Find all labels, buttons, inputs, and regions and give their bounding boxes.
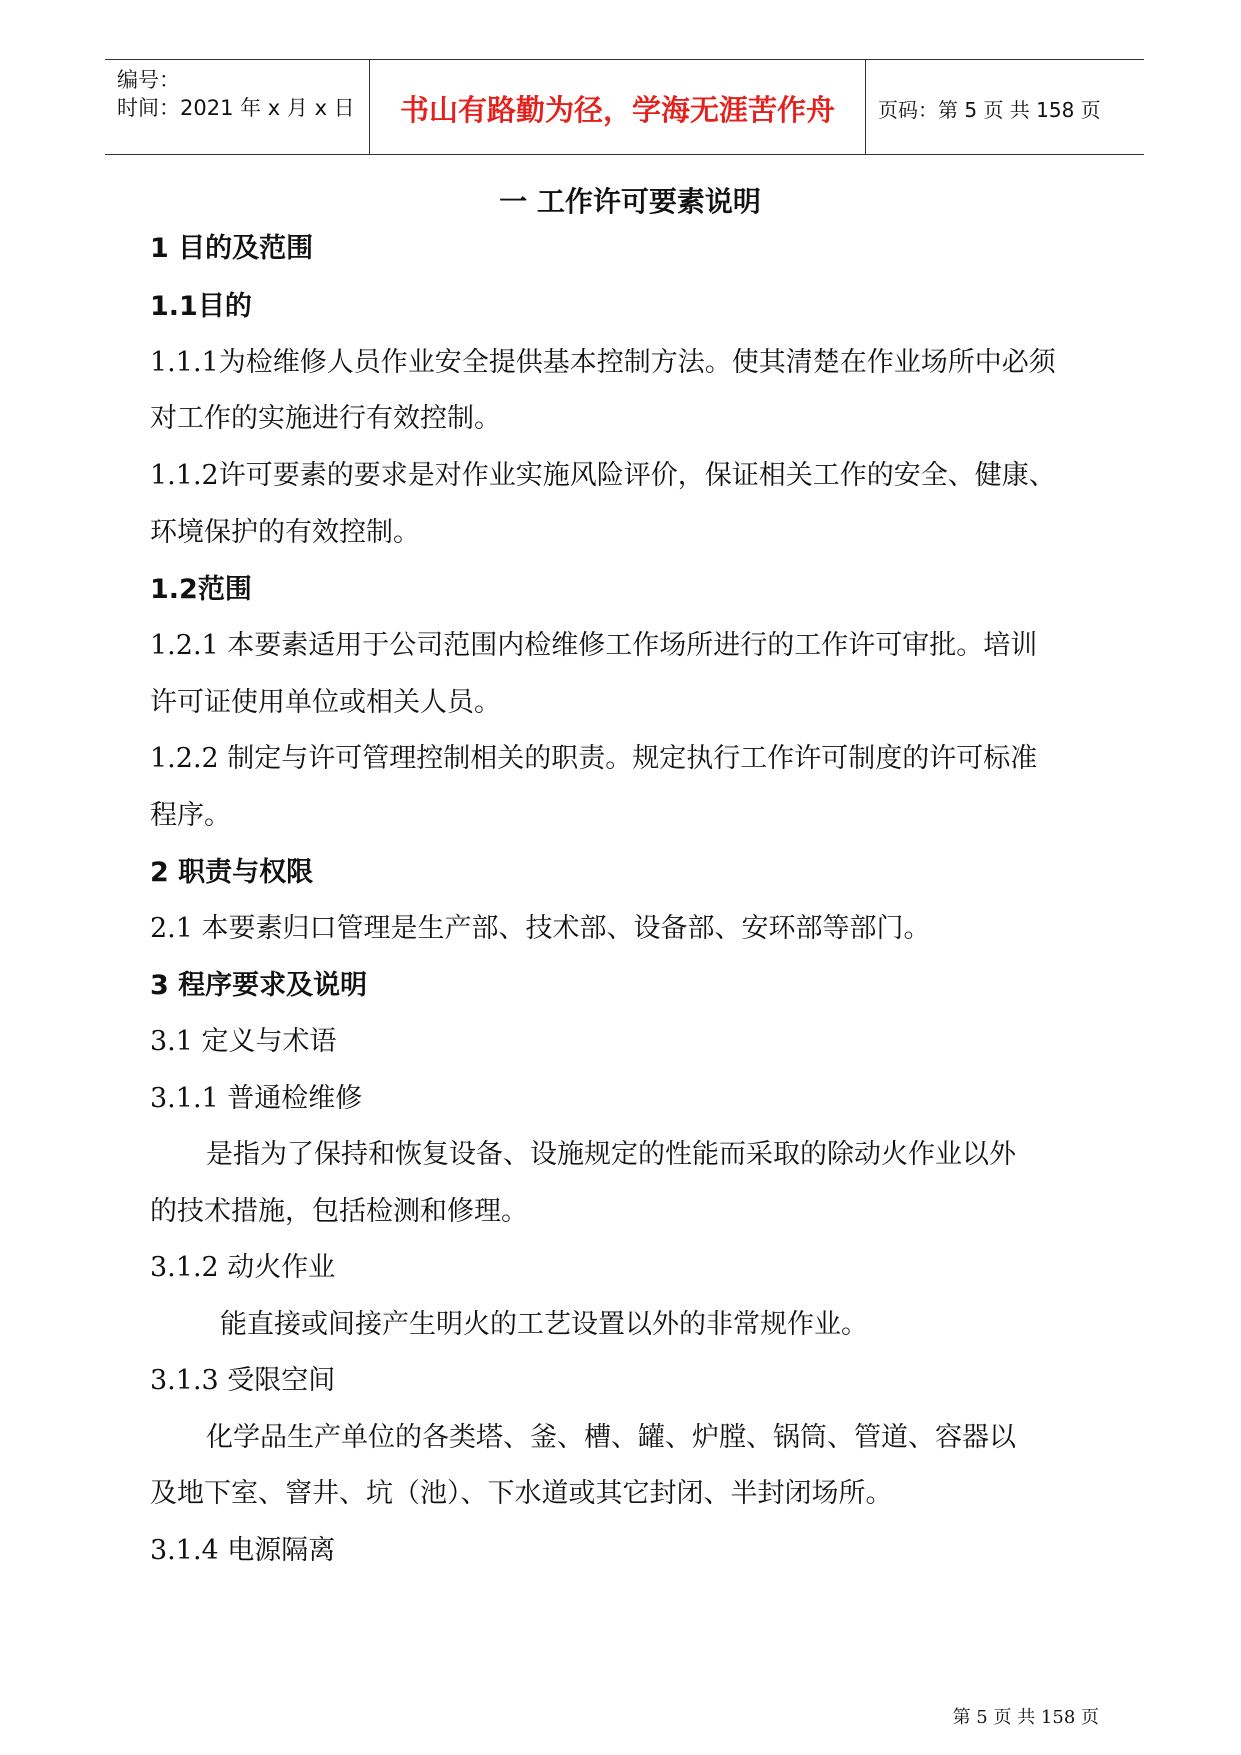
header-motto: 书山有路勤为径，学海无涯苦作舟: [399, 93, 835, 127]
paragraph-1-2-1-line-1: 1.2.1 本要素适用于公司范围内检维修工作场所进行的工作许可审批。培训: [150, 630, 1038, 661]
section-heading-1: 1 目的及范围: [150, 233, 314, 264]
paragraph-1-1-2-line-1: 1.1.2许可要素的要求是对作业实施风险评价，保证相关工作的安全、健康、: [150, 460, 1056, 491]
subsection-heading-1-2: 1.2范围: [150, 574, 252, 605]
paragraph-1-1-2-line-2: 环境保护的有效控制。: [150, 517, 420, 548]
paragraph-3-1-1-body-line-2: 的技术措施，包括检测和修理。: [150, 1196, 528, 1227]
doc-number-label: 编号：: [117, 68, 180, 92]
paragraph-1-2-2-line-1: 1.2.2 制定与许可管理控制相关的职责。规定执行工作许可制度的许可标准: [150, 743, 1038, 774]
doc-title: 一 工作许可要素说明: [499, 185, 761, 218]
paragraph-3-1-3-body-line-2: 及地下室、窨井、坑（池）、下水道或其它封闭、半封闭场所。: [150, 1478, 893, 1509]
subsection-heading-1-1: 1.1目的: [150, 291, 252, 322]
paragraph-3-1-1: 3.1.1 普通检维修: [150, 1083, 363, 1114]
paragraph-1-2-1-line-2: 许可证使用单位或相关人员。: [150, 687, 501, 718]
paragraph-3-1-4: 3.1.4 电源隔离: [150, 1535, 336, 1566]
paragraph-3-1-2: 3.1.2 动火作业: [150, 1252, 336, 1283]
doc-date-label: 时间：2021 年 x 月 x 日: [117, 96, 355, 120]
section-heading-2: 2 职责与权限: [150, 857, 314, 888]
paragraph-3-1-1-body-line-1: 是指为了保持和恢复设备、设施规定的性能而采取的除动火作业以外: [206, 1139, 1016, 1170]
paragraph-3-1: 3.1 定义与术语: [150, 1026, 337, 1057]
paragraph-1-1-1-line-2: 对工作的实施进行有效控制。: [150, 403, 501, 434]
section-heading-3: 3 程序要求及说明: [150, 970, 368, 1001]
page-footer-number: 第 5 页 共 158 页: [952, 1707, 1099, 1728]
header-page-cell: [866, 60, 1144, 154]
header-info-cell: [105, 60, 370, 154]
paragraph-3-1-3-body-line-1: 化学品生产单位的各类塔、釜、槽、罐、炉膛、锅筒、管道、容器以: [206, 1422, 1016, 1453]
paragraph-2-1: 2.1 本要素归口管理是生产部、技术部、设备部、安环部等部门。: [150, 913, 931, 944]
paragraph-3-1-3: 3.1.3 受限空间: [150, 1365, 336, 1396]
paragraph-3-1-2-body: 能直接或间接产生明火的工艺设置以外的非常规作业。: [220, 1309, 868, 1340]
header-page-number: 页码：第 5 页 共 158 页: [878, 98, 1101, 122]
page-header: [105, 59, 1144, 155]
paragraph-1-2-2-line-2: 程序。: [150, 800, 231, 831]
header-motto-cell: [370, 60, 866, 154]
paragraph-1-1-1-line-1: 1.1.1为检维修人员作业安全提供基本控制方法。使其清楚在作业场所中必须: [150, 347, 1056, 378]
